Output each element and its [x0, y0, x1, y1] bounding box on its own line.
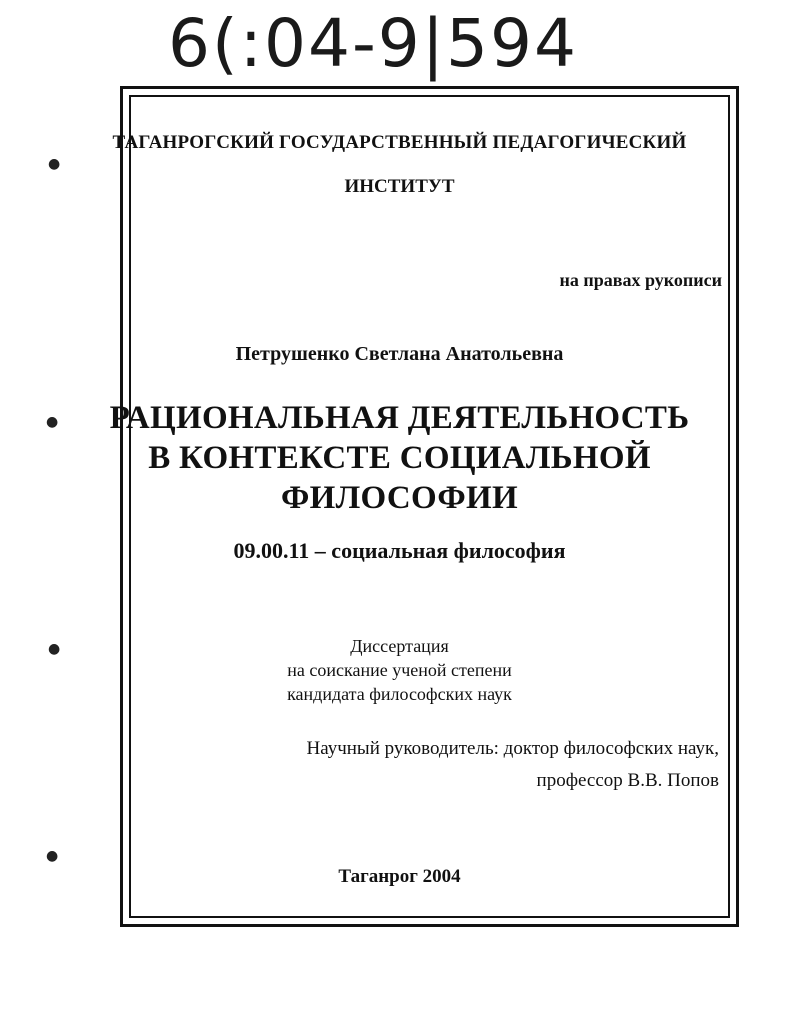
supervisor-line-2: профессор В.В. Попов	[536, 770, 719, 791]
scan-speck-icon: ●	[46, 414, 59, 430]
specialty-code: 09.00.11 – социальная философия	[233, 538, 566, 563]
scan-speck-icon: ●	[48, 641, 61, 657]
thesis-title-line-2: В КОНТЕКСТЕ СОЦИАЛЬНОЙ	[148, 440, 651, 476]
dissertation-field-line: кандидата философских наук	[287, 684, 512, 704]
thesis-title-line-1: РАЦИОНАЛЬНАЯ ДЕЯТЕЛЬНОСТЬ	[109, 400, 690, 436]
thesis-title-line-3: ФИЛОСОФИИ	[281, 480, 518, 516]
scan-speck-icon: ●	[46, 848, 59, 864]
institution-name: ТАГАНРОГСКИЙ ГОСУДАРСТВЕННЫЙ ПЕДАГОГИЧЕСКИЙ	[112, 132, 687, 153]
scan-speck-icon: ●	[48, 156, 61, 172]
dissertation-label: Диссертация	[350, 636, 449, 656]
handwritten-archive-code	[168, 2, 598, 82]
manuscript-rights-note: на правах рукописи	[559, 270, 722, 290]
author-name: Петрушенко Светлана Анатольевна	[235, 343, 564, 365]
place-and-year: Таганрог 2004	[338, 866, 461, 887]
institution-name-cont: ИНСТИТУТ	[344, 176, 455, 197]
handwritten-code-text: 6(:04-9|594	[168, 5, 578, 82]
dissertation-degree-line: на соискание ученой степени	[287, 660, 512, 680]
supervisor-line-1: Научный руководитель: доктор философских наук,	[306, 738, 719, 759]
